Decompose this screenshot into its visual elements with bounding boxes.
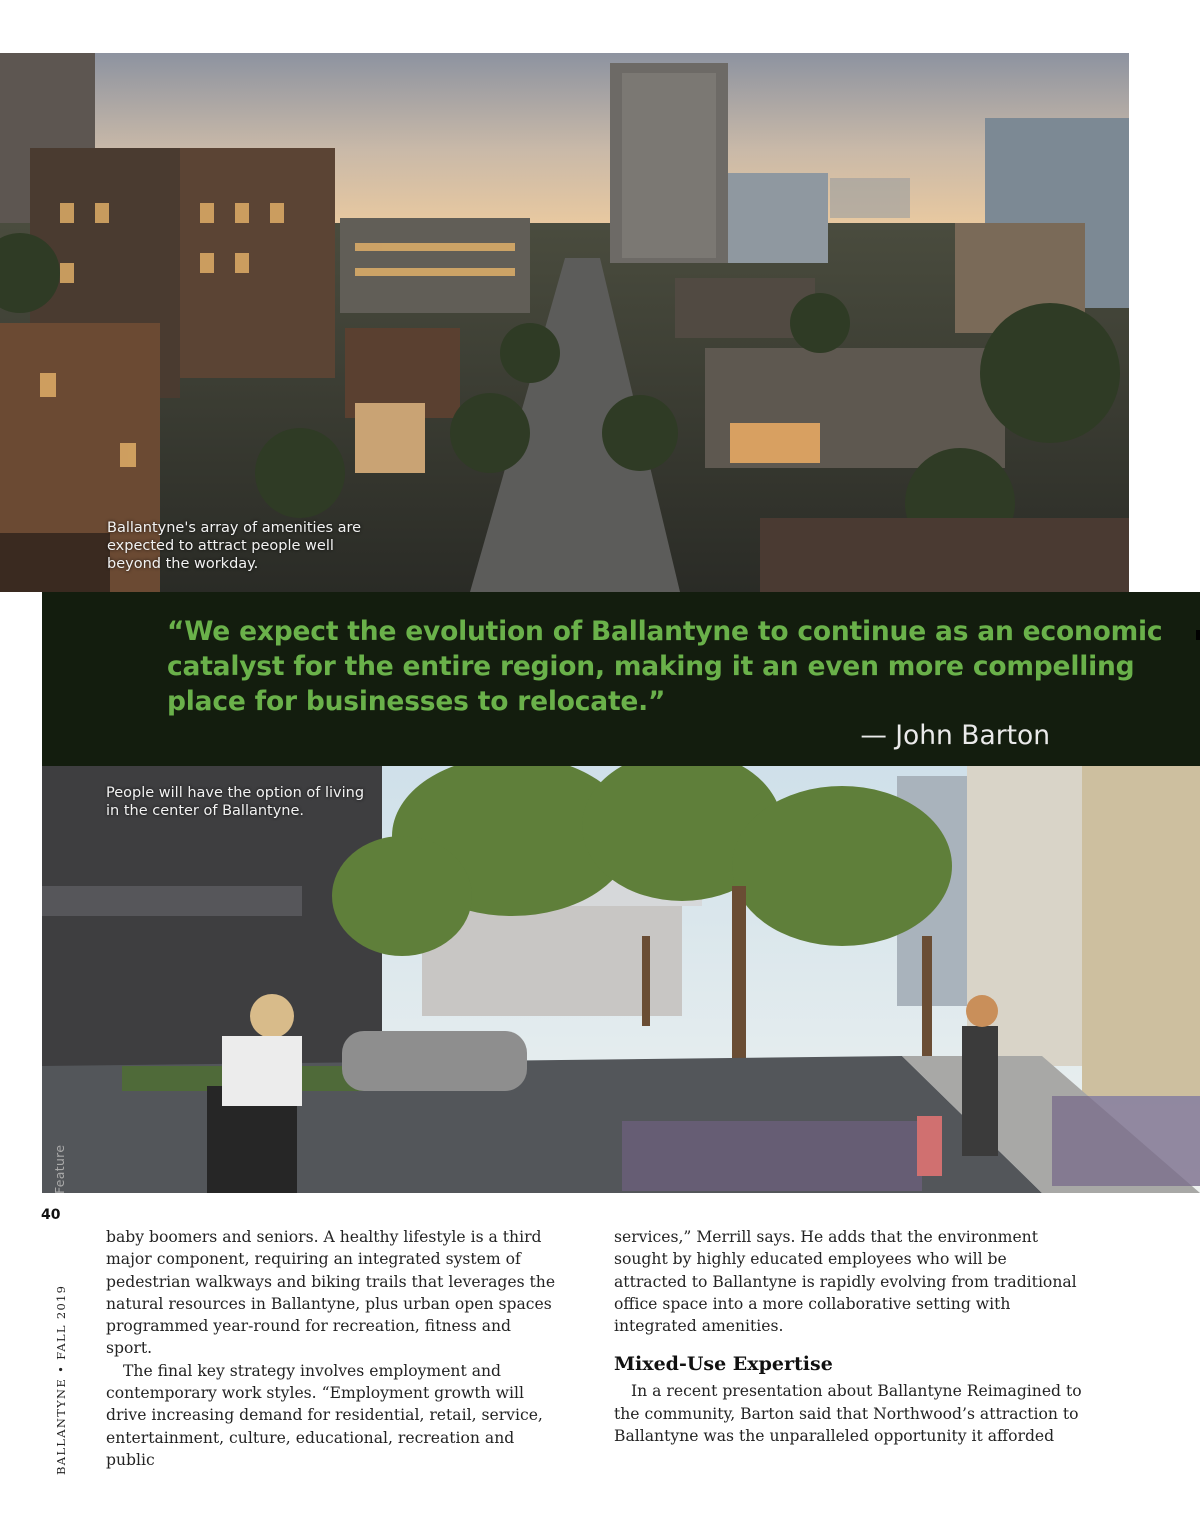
body-column-left — [106, 1226, 556, 1471]
page-number: 40 — [41, 1207, 61, 1223]
body-paragraph: In a recent presentation about Ballantyne Reimagined to the community, Barton said that Northwood’s attraction to Ballantyne was the unparalleled opportunity it afforded — [614, 1382, 1082, 1446]
body-paragraph: services,” Merrill says. He adds that the environment sought by highly educated employees who will be attracted to Ballantyne is rapidly evolving from traditional office space into a more collaborative setting with integrated amenities. — [614, 1228, 1077, 1336]
top-photo-caption: Ballantyne's array of amenities are expected to attract people well beyond the workday. — [107, 520, 362, 572]
top-photo — [0, 53, 1129, 592]
pull-quote-text: “We expect the evolution of Ballantyne to continue as an economic catalyst for the entire region, making it an even more compelling place for businesses to relocate.” — [167, 616, 1163, 717]
bottom-photo-caption: People will have the option of living in the center of Ballantyne. — [106, 785, 365, 819]
body-column-right — [614, 1226, 1084, 1447]
body-paragraph: baby boomers and seniors. A healthy lifestyle is a third major component, requiring an integrated system of pedestrian walkways and biking trails that leverages the natural resources in Ballantyne, plus urban open spaces programmed year-round for recreation, fitness and sport. — [106, 1228, 556, 1358]
section-subheading: Mixed-Use Expertise — [614, 1353, 833, 1376]
section-label: Feature — [52, 1144, 67, 1194]
body-paragraph: The final key strategy involves employment and contemporary work styles. “Employment growth will drive increasing demand for residential, retail, service, entertainment, culture, educational, recreation and public — [106, 1361, 543, 1469]
band-edge-mark — [1196, 630, 1200, 640]
magazine-issue-label: BALLANTYNE • FALL 2019 — [54, 1284, 68, 1475]
pull-quote-attribution: — John Barton — [860, 720, 1050, 751]
pull-quote-band — [42, 592, 1200, 766]
bottom-photo — [42, 766, 1200, 1193]
